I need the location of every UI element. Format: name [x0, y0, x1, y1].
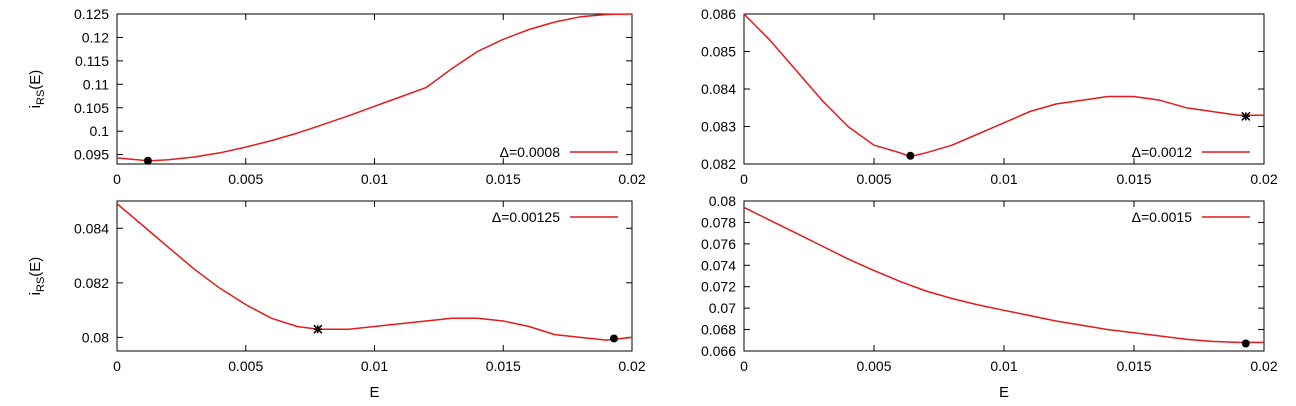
- series-line: [744, 207, 1264, 342]
- y-tick-label: 0.082: [700, 156, 736, 172]
- x-tick-label: 0.005: [856, 171, 892, 187]
- x-axis-label: E: [369, 384, 380, 401]
- x-tick-label: 0.01: [360, 358, 389, 374]
- y-axis-label-tail: (E): [27, 256, 44, 277]
- y-tick-label: 0.11: [82, 76, 109, 93]
- legend-label: Δ=0.0015: [1131, 209, 1192, 225]
- minimum-dot-marker: [1242, 340, 1250, 348]
- star-marker: [1242, 112, 1250, 120]
- x-tick-label: 0.01: [990, 171, 1018, 187]
- x-tick-label: 0.015: [485, 358, 521, 374]
- x-tick-label: 0.015: [485, 171, 521, 187]
- y-axis-label: [27, 70, 47, 109]
- y-axis-label-subscript: RS: [35, 276, 47, 292]
- y-tick-label: 0.1: [89, 123, 109, 140]
- y-tick-label: 0.085: [700, 43, 736, 60]
- y-tick-label: 0.074: [700, 257, 736, 274]
- x-tick-label: 0: [113, 171, 121, 187]
- y-tick-label: 0.082: [73, 274, 109, 291]
- y-tick-label: 0.068: [700, 321, 736, 338]
- series-line: [117, 14, 632, 161]
- y-tick-label: 0.125: [73, 6, 109, 22]
- x-tick-label: 0.02: [618, 171, 646, 187]
- x-tick-label: 0.015: [1116, 171, 1152, 187]
- y-tick-label: 0.066: [700, 343, 736, 359]
- chart-panel-3: [27, 201, 646, 401]
- y-tick-label: 0.083: [700, 118, 736, 135]
- x-tick-label: 0.02: [1250, 358, 1278, 374]
- x-tick-label: 0: [740, 358, 748, 374]
- y-tick-label: 0.078: [700, 214, 736, 231]
- chart-panel-1: [27, 6, 646, 187]
- series-line: [744, 14, 1264, 157]
- y-tick-label: 0.084: [73, 220, 109, 237]
- y-axis-label-subscript: RS: [35, 89, 47, 105]
- y-tick-label: 0.07: [708, 300, 736, 317]
- minimum-dot-marker: [610, 334, 618, 342]
- chart-panel-2: [701, 6, 1278, 187]
- x-tick-label: 0.01: [990, 358, 1018, 374]
- x-tick-label: 0.005: [228, 171, 264, 187]
- y-axis-label-base: i: [27, 104, 44, 109]
- x-axis-label: E: [998, 384, 1010, 401]
- y-tick-label: 0.095: [73, 146, 109, 163]
- legend-label: Δ=0.0008: [499, 144, 560, 160]
- x-tick-label: 0.005: [856, 358, 892, 374]
- legend-label: Δ=0.0012: [1131, 144, 1192, 160]
- y-tick-label: 0.072: [700, 278, 736, 295]
- x-tick-label: 0.02: [1250, 171, 1278, 187]
- y-tick-label: 0.105: [73, 99, 109, 116]
- x-tick-label: 0.005: [228, 358, 264, 374]
- x-tick-label: 0.015: [1116, 358, 1152, 374]
- plot-frame: [744, 14, 1264, 164]
- plot-frame: [117, 14, 632, 164]
- legend-label: Δ=0.00125: [491, 209, 560, 225]
- star-marker: [314, 325, 322, 333]
- y-tick-label: 0.12: [81, 29, 109, 46]
- x-tick-label: 0: [113, 358, 121, 374]
- y-axis-label-base: i: [27, 291, 44, 296]
- y-tick-label: 0.08: [708, 193, 736, 209]
- y-tick-label: 0.086: [700, 6, 736, 22]
- y-tick-label: 0.115: [75, 52, 109, 69]
- minimum-dot-marker: [144, 157, 152, 165]
- x-tick-label: 0.02: [618, 358, 646, 374]
- y-tick-label: 0.076: [700, 235, 736, 252]
- x-tick-label: 0: [740, 171, 748, 187]
- chart-panel-4: [701, 193, 1278, 401]
- x-tick-label: 0.01: [360, 171, 389, 187]
- y-tick-label: 0.084: [700, 81, 736, 97]
- minimum-dot-marker: [906, 152, 914, 160]
- y-axis-label-tail: (E): [27, 69, 44, 90]
- y-axis-label: [27, 257, 47, 296]
- y-tick-label: 0.08: [81, 329, 109, 346]
